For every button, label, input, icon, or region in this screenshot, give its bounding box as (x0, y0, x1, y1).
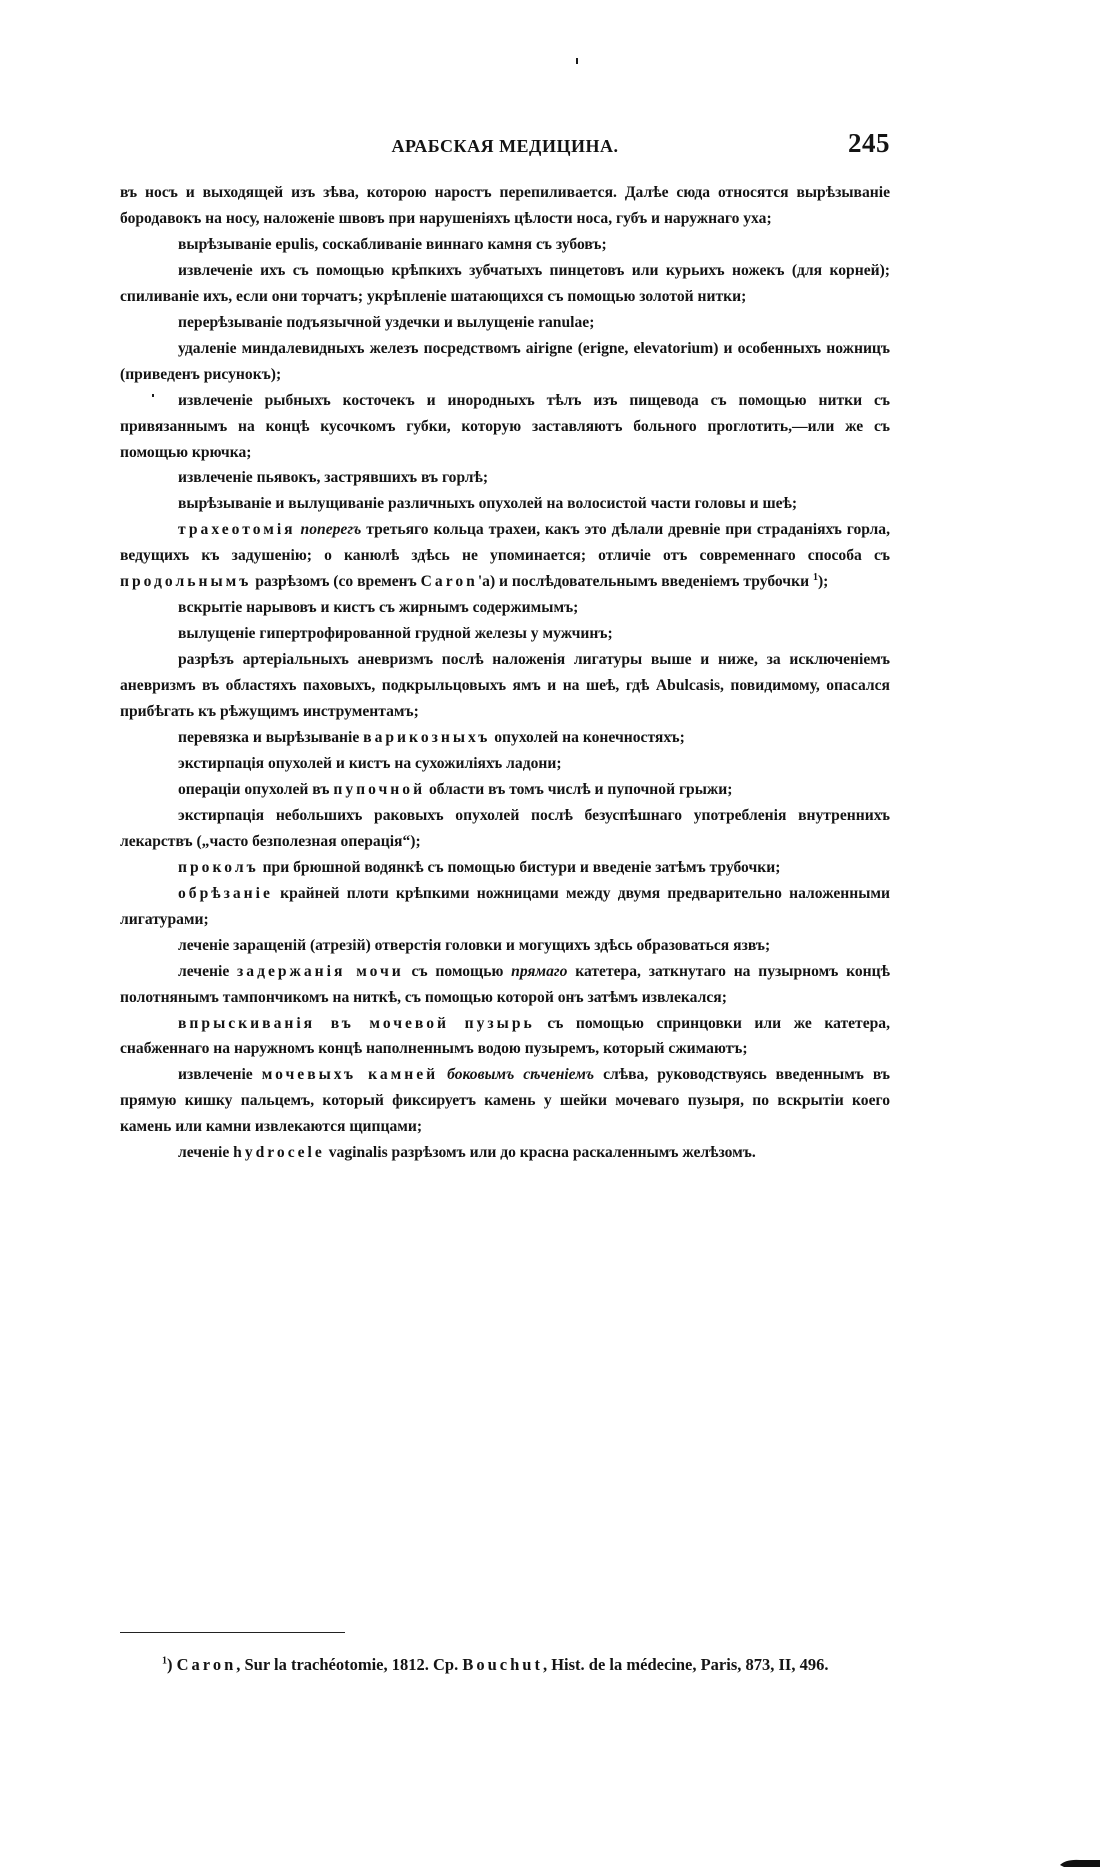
paragraph: вылущеніе гипертрофированной грудной железы у мужчинъ; (178, 625, 613, 643)
paragraph: перерѣзываніе подъязычной уздечки и вылущеніе ranulae; (178, 313, 595, 331)
paragraph: леченіе заращеній (атрезій) отверстія головки и могущихъ здѣсь образоваться язвъ; (178, 936, 771, 954)
paragraph: извлеченіе рыбныхъ косточекъ и инородныхъ тѣлъ изъ пищевода съ помощью нитки съ привязаннымъ на концѣ кусочкомъ губки, которую заставляютъ больного проглотить,—или же съ помощью крючка; (120, 391, 890, 461)
spaced-term: hydrocele (233, 1144, 325, 1162)
paragraph: извлеченіе пьявокъ, застрявшихъ въ горлѣ; (178, 469, 489, 487)
footnote (120, 1652, 890, 1678)
paragraph: въ носъ и выходящей изъ зѣва, которою наростъ перепиливается. Далѣе сюда относятся вырѣзываніе бородавокъ на носу, наложеніе швовъ при нарушеніяхъ цѣлости носа, губъ и наружнаго уха; (120, 184, 890, 227)
spaced-term: продольнымъ (120, 573, 252, 591)
text-run: крайней плоти крѣпкими ножницами между двумя предварительно наложенными лигатурами; (120, 884, 890, 928)
author-name: Caron (420, 573, 478, 591)
spaced-term: проколъ (178, 858, 259, 876)
paragraph (120, 725, 890, 751)
paragraph: вырѣзываніе epulis, соскабливаніе виннаго камня съ зубовъ; (178, 235, 607, 253)
footnote-ref: 1 (812, 572, 818, 584)
paragraph: вырѣзываніе и вылущиваніе различныхъ опухолей на волосистой части головы и шеѣ; (178, 495, 798, 513)
spaced-term: трахеотомія (178, 521, 296, 539)
spaced-term: пупочной (333, 780, 426, 798)
text-run: области въ томъ числѣ и пупочной грыжи; (425, 780, 733, 798)
ink-blot (1060, 1858, 1100, 1868)
paragraph (120, 1140, 890, 1166)
paragraph (120, 881, 890, 933)
italic-term: поперегъ (300, 521, 362, 539)
body-text (120, 180, 890, 1166)
italic-term: боковымъ сѣченіемъ (447, 1066, 595, 1084)
text-run: съ помощью спринцовки или же катетера, снабженнаго на наружномъ концѣ наполненнымъ водою пузыремъ, который сжимаютъ; (120, 1014, 891, 1058)
print-speck (576, 58, 578, 64)
text-run: катетера, заткнутаго на пузырномъ концѣ полотнянымъ тампончикомъ на ниткѣ, съ помощью которой онъ затѣмъ извлекался; (120, 962, 891, 1006)
text-run: , Sur la trachéotomie, 1812. Ср. (236, 1655, 463, 1674)
running-head: АРАБСКАЯ МЕДИЦИНА. (391, 136, 619, 156)
paragraph: экстирпація небольшихъ раковыхъ опухолей послѣ безуспѣшнаго употребленія внутреннихъ лекарствъ („часто безполезная операція“); (120, 806, 890, 850)
text-run: леченіе (178, 1144, 234, 1162)
spaced-term: варикозныхъ (363, 729, 491, 747)
text-run: разрѣзомъ (со временъ (251, 573, 421, 591)
text-run: операціи опухолей въ (178, 780, 334, 798)
text-run: , Hist. de la médecine, Paris, 873, II, 496. (542, 1655, 829, 1674)
footnote-divider (120, 1632, 345, 1633)
author-name: Bouchut (462, 1655, 543, 1674)
text-run: извлеченіе (178, 1066, 262, 1084)
paragraph: удаленіе миндалевидныхъ железъ посредствомъ airigne (erigne, elevatorium) и особенныхъ ножницъ (приведенъ рисунокъ); (120, 339, 890, 383)
text-run: ) (167, 1655, 177, 1674)
paragraph (120, 777, 890, 803)
paragraph: разрѣзъ артеріальныхъ аневризмъ послѣ наложенія лигатуры выше и ниже, за исключеніемъ аневризмъ въ областяхъ паховыхъ, подкрыльцовыхъ ямъ и на шеѣ, гдѣ Abulcasis, повидимому, опасался прибѣгать къ рѣжущимъ инструментамъ; (120, 651, 890, 721)
paragraph (120, 959, 890, 1011)
paragraph: извлеченіе ихъ съ помощью крѣпкихъ зубчатыхъ пинцетовъ или курьихъ ножекъ (для корней); спиливаніе ихъ, если они торчатъ; укрѣпленіе шатающихся съ помощью золотой нитки; (120, 261, 890, 305)
author-name: Caron (176, 1655, 237, 1674)
spaced-term: обрѣзаніе (178, 884, 273, 902)
text-run: vaginalis разрѣзомъ или до красна раскаленнымъ желѣзомъ. (324, 1144, 756, 1162)
spaced-term: задержанія мочи (237, 962, 404, 980)
paragraph (120, 517, 890, 595)
paragraph (120, 1011, 890, 1063)
text-run: перевязка и вырѣзываніе (178, 729, 364, 747)
page-number: 245 (848, 128, 890, 158)
paragraph (120, 855, 890, 881)
footnote-marker: 1 (162, 1655, 167, 1667)
text-run (438, 1066, 447, 1083)
page-header (120, 128, 890, 160)
paragraph: вскрытіе нарывовъ и кистъ съ жирнымъ содержимымъ; (178, 599, 579, 617)
text-run: слѣва, руководствуясь введеннымъ въ прямую кишку пальцемъ, который фиксируетъ камень у шейки мочеваго пузыря, по вскрытіи коего камень или камни извлекаются щипцами; (120, 1066, 890, 1136)
spaced-term: мочевыхъ камней (261, 1066, 439, 1084)
text-run: 'а) и послѣдовательнымъ введеніемъ трубочки (477, 573, 813, 591)
text-run: леченіе (178, 962, 238, 980)
text-run: ); (817, 573, 829, 591)
text-run: при брюшной водянкѣ съ помощью бистури и введеніе затѣмъ трубочки; (258, 858, 781, 876)
text-run: опухолей на конечностяхъ; (490, 729, 685, 747)
text-run: съ помощью (403, 962, 512, 980)
paragraph: экстирпація опухолей и кистъ на сухожиліяхъ ладони; (178, 754, 562, 772)
italic-term: прямаго (511, 962, 568, 980)
text-run: третьяго кольца трахеи, какъ это дѣлали древніе при страданіяхъ горла, ведущихъ къ задушенію; о канюлѣ здѣсь не упоминается; отличіе отъ современнаго способа съ (120, 521, 890, 565)
spaced-term: впрыскиванія въ мочевой пузырь (178, 1014, 535, 1032)
paragraph (120, 1062, 890, 1140)
